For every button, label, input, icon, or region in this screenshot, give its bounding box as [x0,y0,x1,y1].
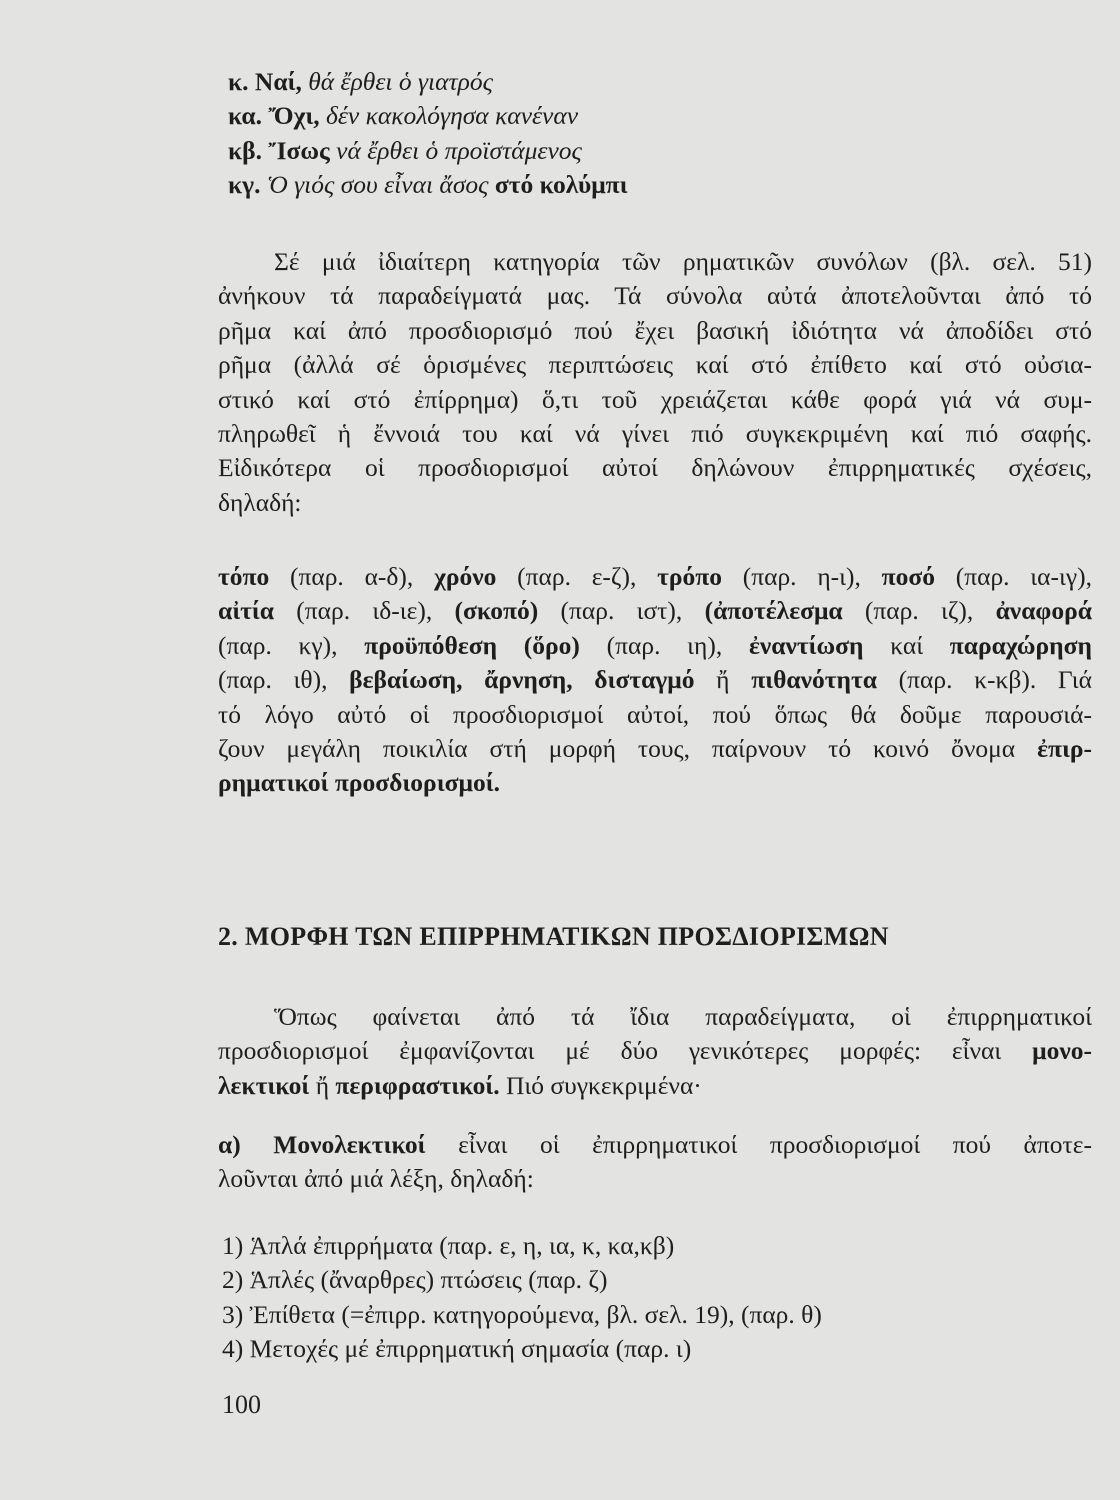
bold-text: πιθανότητα [751,665,877,695]
italic-text: Ὁ γιός σου εἶναι ἄσος [266,169,495,199]
text-line [218,348,1092,382]
italic-text: δέν κακολόγησα κανέναν [326,101,579,131]
text-line [218,594,1092,628]
text-segment: ρῆμα (ἀλλά σέ ὁρισμένες περιπτώσεις καί στό ἐπίθετο καί στό οὐσια- [218,350,1092,380]
text-segment: (παρ. ιζ), [842,596,996,626]
text-line [228,65,1102,99]
text-line [218,314,1092,348]
bold-text: Ἴσως [268,135,337,165]
text-segment: τό λόγο αὐτό οἱ προσδιορισμοί αὐτοί, πού ὅπως θά δοῦμε παρουσιά- [218,699,1092,729]
paragraph-monolectic [218,1128,1092,1197]
bold-text: λεκτικοί [218,1070,310,1100]
paragraph-adverbial-relations [218,560,1092,801]
text-line [228,168,1102,202]
text-line [218,279,1092,313]
text-line [218,1034,1092,1068]
text-segment: 2) Ἁπλές (ἄναρθρες) πτώσεις (παρ. ζ) [222,1265,608,1295]
bold-text: Ναί, [254,67,309,96]
text-segment: (παρ. ιστ), [538,596,705,626]
text-line [228,134,1102,168]
text-line [228,99,1102,133]
bold-text: βεβαίωση, ἄρνηση, δισταγμό [349,665,695,695]
bold-text: στό κολύμπι [494,169,628,199]
text-segment: ἀνήκουν τά παραδείγματά μας. Τά σύνολα αὐτά ἀποτελοῦνται ἀπό τό [218,281,1092,311]
bold-text: μονο- [1032,1036,1092,1066]
text-line [218,1128,1092,1162]
bold-text: χρόνο [434,562,497,591]
text-segment: (παρ. η-ι), [721,562,882,591]
text-segment: (παρ. ιδ-ιε), [274,596,455,626]
bold-text: Ὄχι, [268,101,327,131]
text-segment: (παρ. α-δ), [269,562,435,591]
text-segment: προσδιορισμοί ἐμφανίζονται μέ δύο γενικότερες μορφές: εἶναι [218,1036,1033,1066]
bold-text: κβ. [228,135,269,165]
numbered-list [222,1229,1096,1367]
bold-text: (ἀποτέλεσμα [704,596,843,626]
text-segment: ἤ [309,1070,336,1100]
text-segment: καί [863,630,950,660]
text-segment: (παρ. ια-ιγ), [934,562,1092,591]
text-line [218,1162,1092,1196]
bold-text: τρόπο [657,562,722,591]
text-line [218,629,1092,663]
bold-text: ρηματικοί προσδιορισμοί. [218,768,500,798]
bold-text: ἐπιρ- [1037,733,1092,763]
text-line [222,1263,1096,1297]
bold-text: τόπο [218,562,270,591]
text-segment: Ὅπως φαίνεται ἀπό τά ἴδια παραδείγματα, οἱ ἐπιρρηματικοί [274,1002,1092,1031]
text-segment: 1) Ἁπλά ἐπιρρήματα (παρ. ε, η, ια, κ, κα,κβ) [222,1231,675,1260]
text-line [218,732,1092,766]
text-line [218,1069,1092,1103]
text-segment: 4) Μετοχές μέ ἐπιρρηματική σημασία (παρ. ι) [222,1334,692,1364]
text-line [218,245,1092,279]
text-line [222,1298,1096,1332]
text-segment: ἤ [694,665,752,695]
bold-text: αἰτία [218,596,275,626]
bold-text: περιφραστικοί. [335,1070,500,1100]
text-segment: Πιό συγκεκριμένα· [499,1070,702,1100]
text-segment: πληρωθεῖ ἡ ἔννοιά του καί νά γίνει πιό συγκεκριμένη καί πιό σαφής. [218,418,1092,448]
text-segment: (παρ. κ-κβ). Γιά [876,665,1092,695]
italic-text: νά ἔρθει ὁ προϊστάμενος [336,135,582,165]
paragraph-verbal-groups [218,245,1092,520]
text-segment: Εἰδικότερα οἱ προσδιορισμοί αὐτοί δηλώνουν ἐπιρρηματικές σχέσεις, [218,453,1092,483]
italic-text: θά ἔρθει ὁ γιατρός [308,67,493,96]
bold-text: κγ. [228,169,267,199]
text-segment: (παρ. ιη), [579,630,749,660]
bold-text: παραχώρηση [949,630,1092,660]
text-line [218,766,1092,800]
bold-text: α) Μονολεκτικοί [218,1130,426,1159]
text-line [222,1229,1096,1263]
text-segment: λοῦνται ἀπό μιά λέξη, δηλαδή: [218,1164,534,1194]
examples-list [228,65,1102,202]
page-number: 100 [222,1390,261,1419]
bold-text: ἀναφορά [995,596,1092,626]
text-line [218,698,1092,732]
text-segment: ρῆμα καί ἀπό προσδιορισμό πού ἔχει βασική ἰδιότητα νά ἀποδίδει στό [218,315,1092,345]
text-segment: δηλαδή: [218,487,302,517]
bold-text: προϋπόθεση (ὅρο) [364,630,580,660]
bold-text: κ. [228,67,255,96]
bold-text: (σκοπό) [454,596,539,626]
paragraph-forms [218,1000,1092,1103]
text-line [218,1000,1092,1034]
text-line [218,663,1092,697]
text-line [218,451,1092,485]
text-line [218,486,1092,520]
text-segment: 3) Ἐπίθετα (=ἐπιρρ. κατηγορούμενα, βλ. σελ. 19), (παρ. θ) [222,1299,822,1329]
text-segment: ζουν μεγάλη ποικιλία στή μορφή τους, παίρνουν τό κοινό ὄνομα [218,733,1038,763]
text-segment: (παρ. κγ), [218,630,365,660]
bold-text: ποσό [881,562,935,591]
text-line [218,417,1092,451]
text-segment: (παρ. ε-ζ), [496,562,658,591]
text-line [218,560,1092,594]
bold-text: κα. [228,101,269,131]
section-heading: 2. ΜΟΡΦΗ ΤΩΝ ΕΠΙΡΡΗΜΑΤΙΚΩΝ ΠΡΟΣΔΙΟΡΙΣΜΩΝ [218,922,889,951]
text-segment: στικό καί στό ἐπίρρημα) ὅ,τι τοῦ χρειάζεται κάθε φορά γιά νά συμ- [218,384,1092,414]
bold-text: ἐναντίωση [748,630,864,660]
text-segment: εἶναι οἱ ἐπιρρηματικοί προσδιορισμοί πού ἀποτε- [425,1130,1092,1159]
text-segment: Σέ μιά ἰδιαίτερη κατηγορία τῶν ρηματικῶν συνόλων (βλ. σελ. 51) [274,247,1092,276]
text-line [222,1332,1096,1366]
text-segment: (παρ. ιθ), [218,665,350,695]
text-line [218,383,1092,417]
